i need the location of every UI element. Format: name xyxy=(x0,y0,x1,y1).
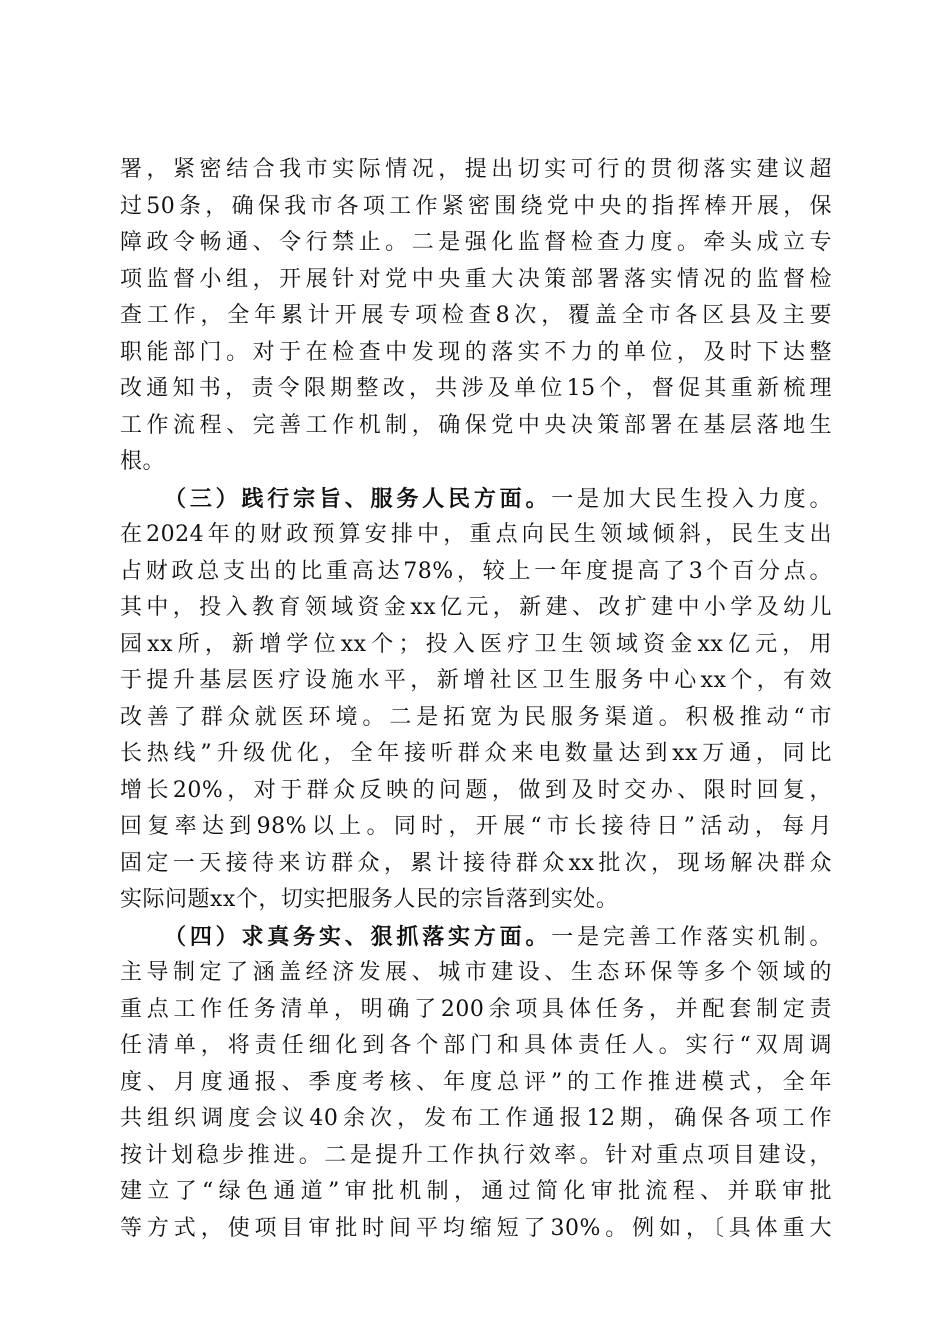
text-line: 在2024年的财政预算安排中，重点向民生领域倾斜，民生支出 xyxy=(120,522,832,547)
text-line: 等方式，使项目审批时间平均缩短了30%。例如，〔具体重大 xyxy=(120,1215,832,1241)
text-line: 园xx所，新增学位xx个；投入医疗卫生领域资金xx亿元，用 xyxy=(120,631,832,657)
text-line: 任清单，将责任细化到各个部门和具体责任人。实行“双周调 xyxy=(120,1033,832,1058)
text-run: 一是加大民生投入力度。 xyxy=(551,486,832,512)
section-heading-line xyxy=(120,919,832,956)
text-line: 障政令畅通、令行禁止。二是强化监督检查力度。牵头成立专 xyxy=(120,230,832,255)
text-run: 一是完善工作落实机制。 xyxy=(551,924,832,950)
document-body xyxy=(120,152,832,1247)
text-line: 改通知书，责令限期整改，共涉及单位15个，督促其重新梳理 xyxy=(120,376,832,401)
text-line: 长热线”升级优化，全年接听群众来电数量达到xx万通，同比 xyxy=(120,741,832,766)
text-line: 其中，投入教育领域资金xx亿元，新建、改扩建中小学及幼儿 xyxy=(120,595,832,620)
section-heading: （三）践行宗旨、服务人民方面。 xyxy=(164,485,552,512)
text-line: 重点工作任务清单，明确了200余项具体任务，并配套制定责 xyxy=(120,996,832,1022)
text-line: 建立了“绿色通道”审批机制，通过简化审批流程、并联审批 xyxy=(120,1179,832,1204)
text-line: 共组织调度会议40余次，发布工作通报12期，确保各项工作 xyxy=(120,1106,832,1131)
text-line: 改善了群众就医环境。二是拓宽为民服务渠道。积极推动“市 xyxy=(120,704,832,730)
text-line: 于提升基层医疗设施水平，新增社区卫生服务中心xx个，有效 xyxy=(120,668,832,693)
text-line: 度、月度通报、季度考核、年度总评”的工作推进模式，全年 xyxy=(120,1069,832,1095)
text-line: 根。 xyxy=(120,449,166,474)
text-line: 查工作，全年累计开展专项检查8次，覆盖全市各区县及主要 xyxy=(120,303,832,328)
text-line: 按计划稳步推进。二是提升工作执行效率。针对重点项目建设， xyxy=(120,1142,832,1168)
text-line: 工作流程、完善工作机制，确保党中央决策部署在基层落地生 xyxy=(120,412,832,438)
text-line: 实际问题xx个，切实把服务人民的宗旨落到实处。 xyxy=(120,887,619,912)
section-heading-line xyxy=(120,481,832,518)
text-line: 回复率达到98%以上。同时，开展“市长接待日”活动，每月 xyxy=(120,814,832,839)
section-heading: （四）求真务实、狠抓落实方面。 xyxy=(164,923,552,950)
text-line: 固定一天接待来访群众，累计接待群众xx批次，现场解决群众 xyxy=(120,850,832,876)
text-line: 过50条，确保我市各项工作紧密围绕党中央的指挥棒开展，保 xyxy=(120,193,832,219)
text-line: 增长20%，对于群众反映的问题，做到及时交办、限时回复， xyxy=(120,777,832,803)
text-line: 职能部门。对于在检查中发现的落实不力的单位，及时下达整 xyxy=(120,339,832,365)
text-line: 主导制定了涵盖经济发展、城市建设、生态环保等多个领域的 xyxy=(120,960,832,985)
text-line: 占财政总支出的比重高达78%，较上一年度提高了3个百分点。 xyxy=(120,558,832,584)
text-line: 署，紧密结合我市实际情况，提出切实可行的贯彻落实建议超 xyxy=(120,157,832,182)
text-line: 项监督小组，开展针对党中央重大决策部署落实情况的监督检 xyxy=(120,266,832,292)
